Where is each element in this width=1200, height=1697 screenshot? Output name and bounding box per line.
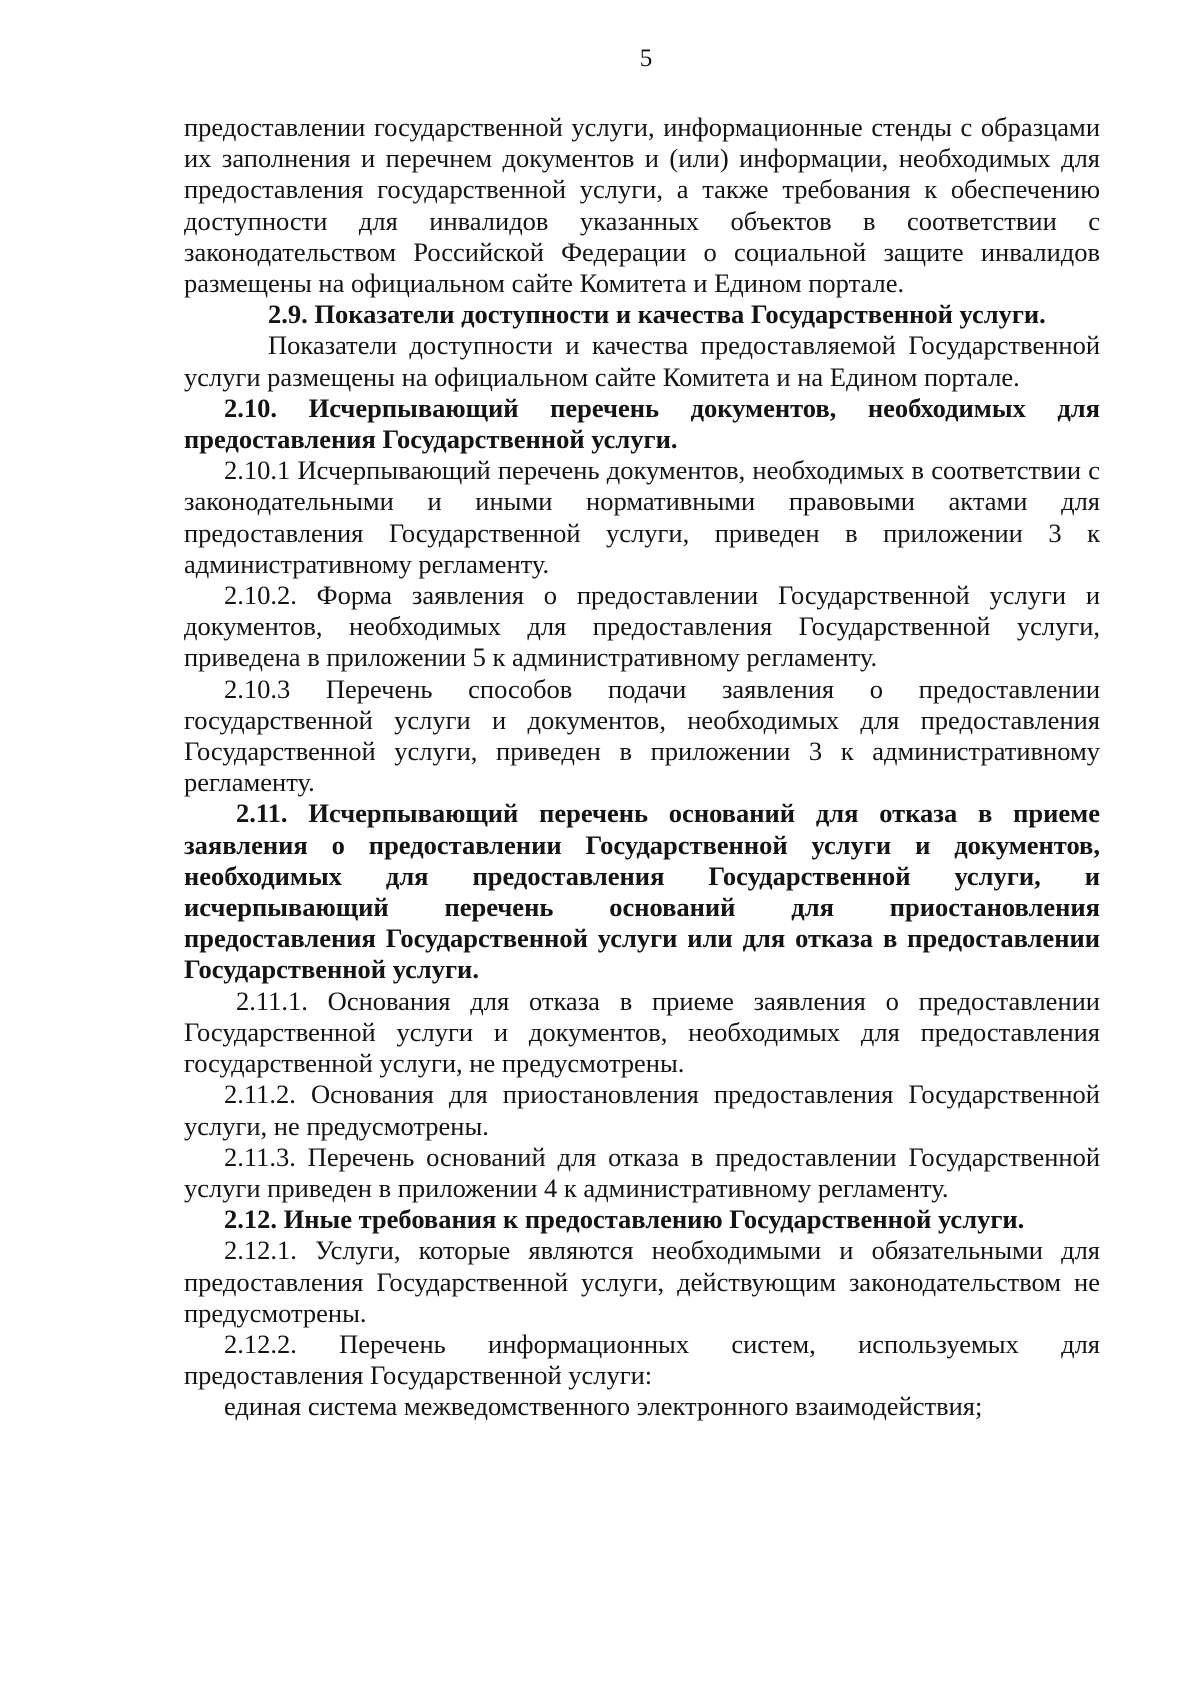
page-number: 5 <box>639 45 653 72</box>
paragraph-2-9-text: Показатели доступности и качества предоставляемой Государственной услуги размещены на официальном сайте Комитета и на Едином портале. <box>184 330 1100 392</box>
section-heading-2-9: 2.9. Показатели доступности и качества Государственной услуги. <box>268 299 1046 330</box>
paragraph-2-11-3: 2.11.3. Перечень оснований для отказа в предоставлении Государственной услуги приведен в приложении 4 к административному регламенту. <box>184 1141 1100 1203</box>
paragraph-2-10-2: 2.10.2. Форма заявления о предоставлении Государственной услуги и документов, необходимых для предоставления Государственной услуги, приведена в приложении 5 к административному регламенту. <box>184 580 1100 673</box>
paragraph-continuation: предоставлении государственной услуги, информационные стенды с образцами их заполнения и перечнем документов и (или) информации, необходимых для предоставления государственной услуги, а также требования к обеспечению доступности для инвалидов указанных объектов в соответствии с законодательством Российской Федерации о социальной защите инвалидов размещены на официальном сайте Комитета и Едином портале. <box>184 112 1100 299</box>
paragraph-2-12-2: 2.12.2. Перечень информационных систем, используемых для предоставления Государственной услуги: <box>184 1328 1100 1391</box>
section-heading-2-10: 2.10. Исчерпывающий перечень документов, необходимых для предоставления Государственной услуги. <box>184 392 1100 455</box>
paragraph-2-11-2: 2.11.2. Основания для приостановления предоставления Государственной услуги, не предусмотрены. <box>184 1079 1100 1141</box>
section-heading-2-11: 2.11. Исчерпывающий перечень оснований для отказа в приеме заявления о предоставлении Государственной услуги и документов, необходимых для предоставления Государственной услуги, и исчерпывающий перечень оснований для приостановления предоставления Государственной услуги или для отказа в предоставлении Государственной услуги. <box>184 798 1100 985</box>
section-heading-2-12: 2.12. Иные требования к предоставлению Государственной услуги. <box>224 1204 1025 1235</box>
paragraph-2-10-3: 2.10.3 Перечень способов подачи заявления о предоставлении государственной услуги и документов, необходимых для предоставления Государственной услуги, приведен в приложении 3 к административному регламенту. <box>184 673 1100 798</box>
paragraph-2-12-1: 2.12.1. Услуги, которые являются необходимыми и обязательными для предоставления Государственной услуги, действующим законодательством не предусмотрены. <box>184 1235 1100 1328</box>
list-item-system: единая система межведомственного электронного взаимодействия; <box>224 1391 983 1422</box>
paragraph-2-10-1: 2.10.1 Исчерпывающий перечень документов, необходимых в соответствии с законодательными и иными нормативными правовыми актами для предоставления Государственной услуги, приведен в приложении 3 к административному регламенту. <box>184 455 1100 579</box>
document-body <box>184 112 1100 1423</box>
paragraph-2-11-1: 2.11.1. Основания для отказа в приеме заявления о предоставлении Государственной услуги и документов, необходимых для предоставления государственной услуги, не предусмотрены. <box>184 985 1100 1079</box>
